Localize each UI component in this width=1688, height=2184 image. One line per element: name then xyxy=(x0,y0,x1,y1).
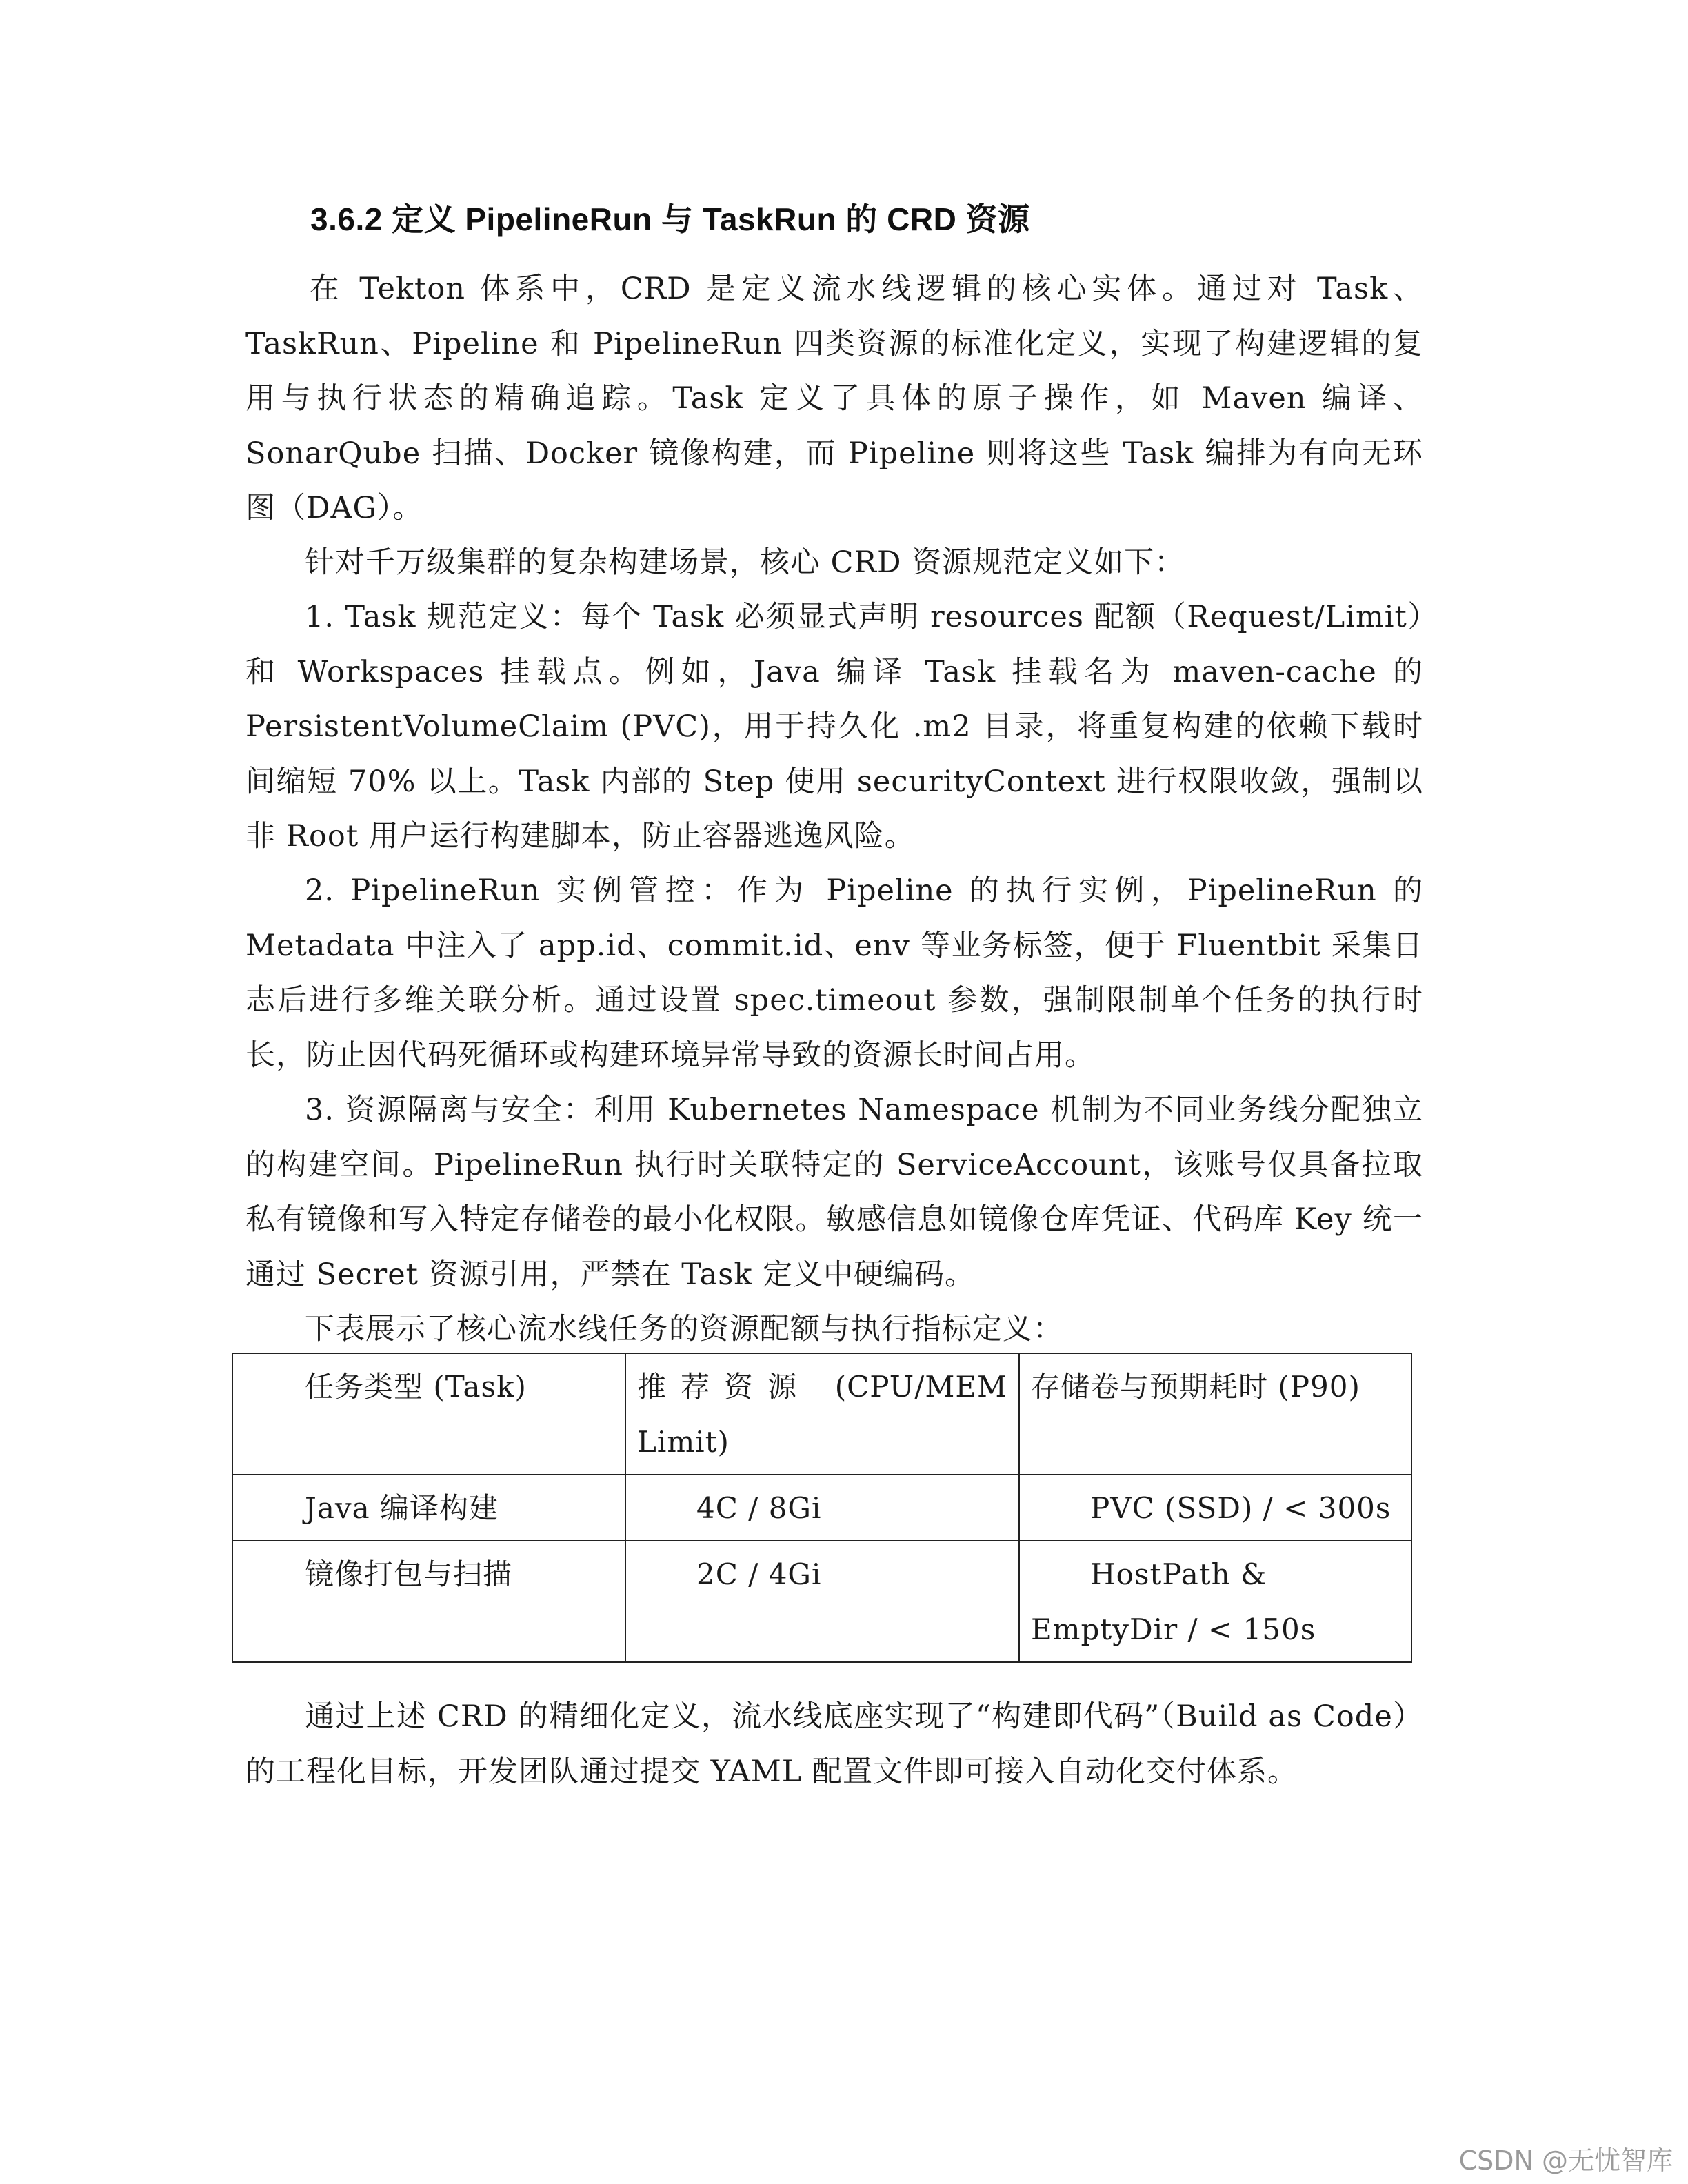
cell-task: Java 编译构建 xyxy=(232,1475,625,1541)
resource-table xyxy=(232,1353,1412,1663)
item1-paragraph xyxy=(245,590,1423,865)
table-intro-text: 下表展示了核心流水线任务的资源配额与执行指标定义： xyxy=(305,1312,1063,1346)
watermark: CSDN @无忧智库 xyxy=(1458,2145,1673,2176)
header-recommended-resources: 推荐资源 (CPU/MEM Limit) xyxy=(625,1353,1019,1475)
cell-resources: 4C / 8Gi xyxy=(625,1475,1019,1541)
item2-paragraph xyxy=(245,864,1423,1083)
table-row xyxy=(232,1541,1411,1662)
table-header-row xyxy=(232,1353,1411,1475)
item2-text: 2. PipelineRun 实例管控：作为 Pipeline 的执行实例，PipelineRun 的 Metadata 中注入了 app.id、commit.id、env 等业务标签，便于 Fluentbit 采集日志后进行多维关联分析。通过设置 spec.timeout 参数，强制限制单个任务的执行时长，防止因代码死循环或构建环境异常导致的资源长时间占用。 xyxy=(245,873,1423,1073)
cell-resources: 2C / 4Gi xyxy=(625,1541,1019,1662)
section-title: 3.6.2 定义 PipelineRun 与 TaskRun 的 CRD 资源 xyxy=(310,201,1030,237)
table-intro-paragraph xyxy=(245,1302,1423,1357)
header-task-type: 任务类型 (Task) xyxy=(232,1353,625,1475)
cell-storage: PVC (SSD) / < 300s xyxy=(1019,1475,1411,1541)
item3-text: 3. 资源隔离与安全：利用 Kubernetes Namespace 机制为不同业务线分配独立的构建空间。PipelineRun 执行时关联特定的 ServiceAccount，该账号仅具备拉取私有镜像和写入特定存储卷的最小化权限。敏感信息如镜像仓库凭证、代码库 Key 统一通过 Secret 资源引用，严禁在 Task 定义中硬编码。 xyxy=(245,1093,1423,1292)
header-storage-duration: 存储卷与预期耗时 (P90) xyxy=(1019,1353,1411,1475)
conclusion-paragraph xyxy=(245,1690,1423,1799)
cell-task: 镜像打包与扫描 xyxy=(232,1541,625,1662)
intro-paragraph xyxy=(245,262,1423,536)
item1-text: 1. Task 规范定义：每个 Task 必须显式声明 resources 配额（Request/Limit）和 Workspaces 挂载点。例如，Java 编译 Task 挂载名为 maven-cache 的 PersistentVolumeClaim (PVC)，用于持久化 .m2 目录，将重复构建的依赖下载时间缩短 70% 以上。Task 内部的 Step 使用 securityContext 进行权限收敛，强制以非 Root 用户运行构建脚本，防止容器逃逸风险。 xyxy=(245,600,1423,853)
lead-text: 针对千万级集群的复杂构建场景，核心 CRD 资源规范定义如下： xyxy=(305,545,1185,580)
table-row xyxy=(232,1475,1411,1541)
conclusion-text: 通过上述 CRD 的精细化定义，流水线底座实现了“构建即代码”（Build as Code）的工程化目标，开发团队通过提交 YAML 配置文件即可接入自动化交付体系。 xyxy=(245,1699,1423,1789)
intro-text: 在 Tekton 体系中，CRD 是定义流水线逻辑的核心实体。通过对 Task、TaskRun、Pipeline 和 PipelineRun 四类资源的标准化定义，实现了构建逻辑的复用与执行状态的精确追踪。Task 定义了具体的原子操作，如 Maven 编译、SonarQube 扫描、Docker 镜像构建，而 Pipeline 则将这些 Task 编排为有向无环图（DAG）。 xyxy=(245,272,1423,525)
lead-paragraph xyxy=(245,536,1423,591)
cell-storage: HostPath & EmptyDir / < 150s xyxy=(1019,1541,1411,1662)
item3-paragraph xyxy=(245,1083,1423,1302)
